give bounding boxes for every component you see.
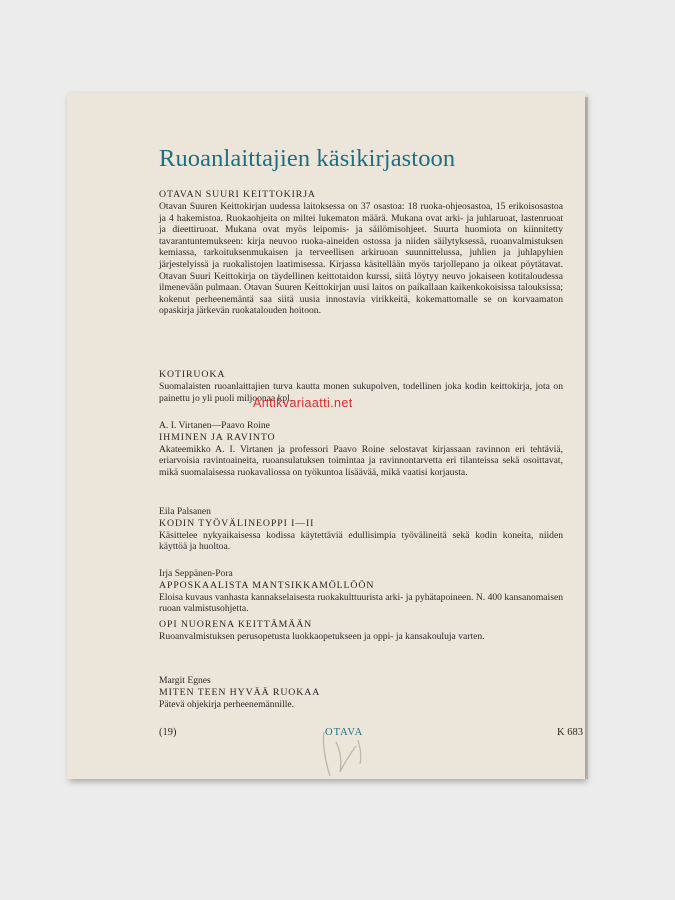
book-author: Eila Palsanen [159,506,211,517]
book-description: Otavan Suuren Keittokirjan uudessa laitoksessa on 37 osastoa: 18 ruoka-ohjeosastoa, 15 erikoisosastoa ja 4 hakemistoa. Ruokaohjeita on miltei lukematon määrä. Mukana ovat arki- ja juhlaruoat, lastenruoat ja dieettiruoat. Mukana ovat myös leipomis- ja säilömisohjeet. Suurta huomiota on kiinnitetty tavarantuntemukseen: kirja neuvoo ruoka-aineiden ostossa ja niiden säilytyksessä, ruoanvalmistuksen kemiassa, tarkoituksenmukaisen ja terveellisen arkiruoan suunnittelussa, juhlien ja juhlapyhien järjestelyissä ja ruokalistojen laatimisessa. Kirjassa käsitellään myös tarjollepano ja oikeat pöytätavat. Otavan Suuri Keittokirja on täydellinen keittotaidon kurssi, siitä löytyy neuvo jokaiseen kotitaloudessa ilmenevään pulmaan. Otavan Suuren Keittokirjan uusi laitos on paikallaan kaikenkokoisissa talouksissa; kokenut perheenemäntä saa siitä uusia innostavia virikkeitä, kokemattomalle se on korvaamaton opaskirja järkevän ruokatalouden hoitoon. [159,201,563,317]
book-entry-kotiruoka [159,369,563,404]
book-author: Irja Seppänen-Pora [159,568,233,579]
book-entry-suuri-keittokirja [159,189,563,317]
publisher-name: OTAVA [325,727,364,738]
book-description: Pätevä ohjekirja perheenemännille. [159,698,295,710]
watermark-text: Antikvariaatti.net [253,396,353,410]
back-cover-edge [585,97,588,779]
book-title: IHMINEN JA RAVINTO [159,431,276,443]
book-title: OPI NUORENA KEITTÄMÄÄN [159,619,313,630]
book-description: Käsittelee nykyaikaisessa kodissa käytettäviä edullisimpia työvälineitä sekä kodin koneita, niiden käyttöä ja huoltoa. [159,529,563,553]
series-number: (19) [159,727,177,738]
book-title: KODIN TYÖVÄLINEOPPI I—II [159,517,315,529]
book-description: Akateemikko A. I. Virtanen ja professori Paavo Roine selostavat kirjassaan ravinnon eri tehtäviä, eriarvoisia ravintoaineita, ruoansulatuksen toimintaa ja ravinnontarvetta eri tilanteissa sekä osoittavat, mikä suomalaisessa ruokavaliossa on työkuntoa lisäävää, mikä vaatisi korjausta. [159,443,563,478]
book-description: Suomalaisten ruoanlaittajien turva kautta monen sukupolven, todellinen joka kodin keittokirja, jota on painettu jo yli puoli miljoonaa kpl. [159,381,563,404]
book-back-cover [67,93,585,779]
catalog-code: K 683 [557,727,583,738]
book-title: OTAVAN SUURI KEITTOKIRJA [159,189,316,200]
book-description: Eloisa kuvaus vanhasta kannakselaisesta ruokakulttuurista arki- ja pyhätapoineen. N. 400 kansanomaisen ruoan valmistusohjetta. [159,591,563,615]
book-author: A. I. Virtanen—Paavo Roine [159,420,270,431]
book-title: MITEN TEEN HYVÄÄ RUOKAA [159,686,321,698]
book-title: APPOSKAALISTA MANTSIKKAMÖLLÖÖN [159,579,375,591]
book-entry-opi-nuorena [159,619,563,643]
book-description: Ruoanvalmistuksen perusopetusta luokkaopetukseen ja oppi- ja kansakouluja varten. [159,631,485,642]
page-title: Ruoanlaittajien käsikirjastoon [159,145,456,172]
book-entry-ihminen-ja-ravinto [159,420,563,478]
book-title: KOTIRUOKA [159,369,226,380]
pencil-scribble [310,720,380,790]
book-entry-apposkaalista [159,568,563,615]
book-entry-miten-teen [159,675,563,710]
book-entry-tyovalineoppi [159,506,563,553]
book-author: Margit Egnes [159,675,211,686]
